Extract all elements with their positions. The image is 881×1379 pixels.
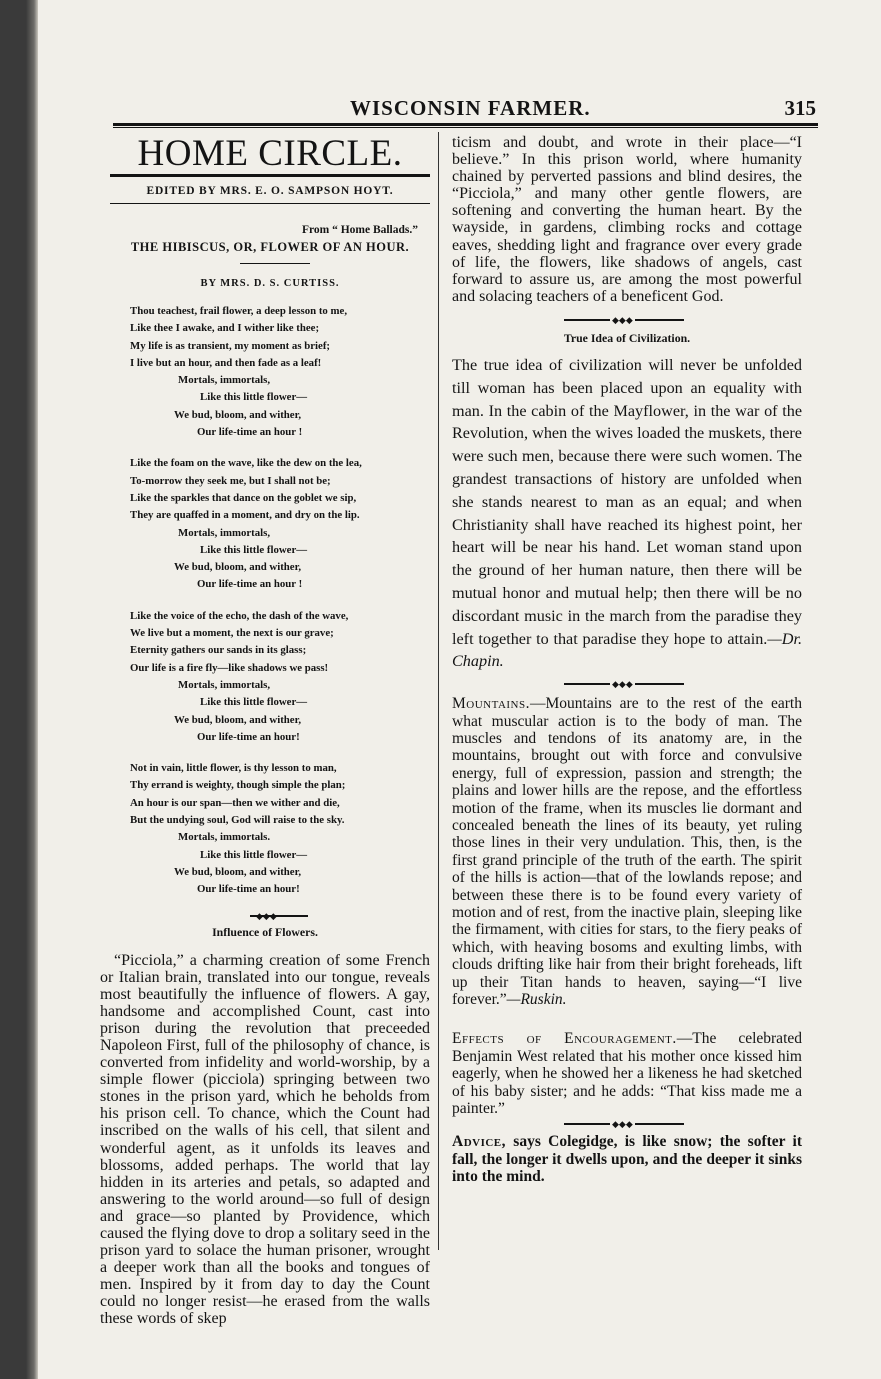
poem-line: I live but an hour, and then fade as a leaf! xyxy=(130,356,322,369)
poem-refrain: Mortals, immortals, xyxy=(178,374,271,387)
poem-line: Not in vain, little flower, is thy lesson to man, xyxy=(130,762,337,775)
poem-refrain: We bud, bloom, and wither, xyxy=(174,408,302,421)
article-lead: Mountains. xyxy=(452,695,530,713)
article-lead: Effects of Encouragement. xyxy=(452,1030,677,1048)
article-body: Advice, says Colegidge, is like snow; the softer it fall, the longer it dwells upon, and the deeper it sinks into the mind. xyxy=(452,1133,802,1186)
poem-line: We live but a moment, the next is our grave; xyxy=(130,627,334,640)
poem-refrain: We bud, bloom, and wither, xyxy=(174,561,302,574)
section-title: HOME CIRCLE. xyxy=(137,133,403,174)
poem-refrain: Our life-time an hour ! xyxy=(197,426,303,439)
article-lead: Advice, xyxy=(452,1133,507,1151)
poem-refrain: Mortals, immortals, xyxy=(178,526,271,539)
poem-line: Thy errand is weighty, though simple the plan; xyxy=(130,779,346,792)
poem-line: To-morrow they seek me, but I shall not be; xyxy=(130,474,331,487)
column-rule xyxy=(438,132,439,1250)
article-title: True Idea of Civilization. xyxy=(563,330,691,345)
running-header xyxy=(76,96,818,126)
poem-line: Like the sparkles that dance on the goblet we sip, xyxy=(130,491,357,504)
poem-line: They are quaffed in a moment, and dry on the lip. xyxy=(130,509,360,522)
article-body: “Picciola,” a charming creation of some French or Italian brain, translated into our tongue, reveals most beautifully the influence of flowers. A gay, handsome and accomplished Count, cast into prison during the revolution that preceeded Napoleon First, full of the philosophy of chance, is converted from infidelity and world-worship, by a simple flower (picciola) springing between two stones in the prison yard, which he beholds from his prison cell. To chance, which the Count had inscribed on the walls of his cell, that silent and wonderful agent, as it unfolds its leaves and blossoms, added perhaps. The world that lay hidden in its arteries and petals, so adapted and answering to the world around—so full of design and grace—so planted by Providence, which caused the flying dove to drop a solitary seed in the prison yard to solace the human prisoner, wrought a deeper work than all the books and tongues of men. Inspired by it from day to day the Count could no longer resist—he erased from the walls these words of skep xyxy=(100,951,430,1328)
attribution: —Ruskin. xyxy=(506,991,567,1008)
article-title: Influence of Flowers. xyxy=(212,924,318,939)
poem-author: BY MRS. D. S. CURTISS. xyxy=(200,278,340,289)
editor-rule xyxy=(110,203,430,204)
poem-line: Like thee I awake, and I wither like thee; xyxy=(130,322,320,335)
poem-line: Eternity gathers our sands in its glass; xyxy=(130,644,307,657)
poem-refrain: Our life-time an hour! xyxy=(197,730,300,743)
poem-refrain: Our life-time an hour! xyxy=(197,883,300,896)
poem-line: An hour is our span—then we wither and die, xyxy=(130,796,340,809)
journal-title: WISCONSIN FARMER. xyxy=(350,96,591,120)
ornament-divider: ◆◆◆ xyxy=(452,677,802,691)
poem-refrain: We bud, bloom, and wither, xyxy=(174,713,302,726)
poem-refrain: Like this little flower— xyxy=(200,696,308,709)
article-body: Effects of Encouragement.—The celebrated Benjamin West related that his mother once kissed him eagerly, when he showed her a likeness he had sketched of his baby sister; and he adds: “That kiss made me a painter.” xyxy=(452,1030,802,1118)
poem-refrain: Mortals, immortals. xyxy=(178,831,271,844)
poem-refrain: Like this little flower— xyxy=(200,848,308,861)
article-body: The true idea of civilization will never be unfolded till woman has been placed upon an equality with man. In the cabin of the Mayflower, in the war of the Revolution, when the wives loaded the muskets, there were such men, because there were such women. The grandest transactions of history are unfolded when she stands nearest to man as an equal; and when Christianity shall have reached its highest point, her heart will be near his hand. Let woman stand upon the ground of her human nature, then there will be mutual honor and mutual help; then there will be no discordant music in the march from the paradise they left together to that paradise they hope to attain.—Dr. Chapin. xyxy=(452,355,802,671)
page-number: 315 xyxy=(784,96,816,120)
poem-refrain: Mortals, immortals, xyxy=(178,678,271,691)
poem-line: Our life is a fire fly—like shadows we pass! xyxy=(130,661,329,674)
article-body: Mountains.—Mountains are to the rest of the earth what muscular action is to the body of man. The muscles and tendons of its anatomy are, in the mountains, brought out with force and convulsive energy, full of expression, passion and strength; the plains and lower hills are the repose, and the effortless motion of the frame, when its muscles lie dormant and concealed beneath the lines of its beauty, yet ruling those lines in their very undulation. This, then, is the first grand principle of the truth of the earth. The spirit of the hills is action—that of the lowlands repose; and between these there is to be found every variety of motion and of rest, from the inactive plain, sleeping like the firmament, with cities for stars, to the fiery peaks of which, with heaving bosoms and exulting limbs, with clouds drifting like hair from their bright foreheads, lift up their Titan hands to heaven, saying—“I live forever.”—Ruskin. xyxy=(452,695,802,1008)
poem-line: My life is as transient, my moment as brief; xyxy=(130,339,331,352)
poem-stanza xyxy=(100,303,430,441)
section-editor: EDITED BY MRS. E. O. SAMPSON HOYT. xyxy=(146,185,394,197)
ornament-divider: ◆◆◆ xyxy=(452,313,802,327)
poem-rule xyxy=(240,263,310,264)
header-rule xyxy=(113,123,818,126)
poem-refrain: Our life-time an hour ! xyxy=(197,578,303,591)
ornament-divider: ◆◆◆ xyxy=(452,1117,802,1131)
poem-title: THE HIBISCUS, OR, FLOWER OF AN HOUR. xyxy=(130,240,410,254)
ornament-divider: ◆◆◆ xyxy=(100,909,430,923)
poem-source: From “ Home Ballads.” xyxy=(301,224,418,236)
poem-line: Like the foam on the wave, like the dew on the lea, xyxy=(130,457,362,470)
article-continuation: ticism and doubt, and wrote in their place—“I believe.” In this prison world, where humanity chained by perverted passions and blind desires, the “Picciola,” and many other gentle flowers, are softening and converting the human heart. By the wayside, in gardens, climbing rocks and cottage eaves, shedding light and fragrance over every grade of life, the flowers, like shadows of angels, cast forward to assure us, are among the most powerful and solacing teachers of a beneficent God. xyxy=(452,134,802,305)
left-column xyxy=(100,134,430,1328)
page-edge-shadow xyxy=(0,0,38,1379)
right-column xyxy=(452,134,802,1186)
poem-line: Thou teachest, frail flower, a deep lesson to me, xyxy=(130,305,348,317)
poem-stanza xyxy=(100,455,430,593)
section-rule xyxy=(110,174,430,177)
attribution: —Dr. Chapin. xyxy=(452,629,802,671)
header-rule-thin xyxy=(113,127,818,128)
poem-refrain: Like this little flower— xyxy=(200,543,308,556)
poem-stanza xyxy=(100,608,430,746)
poem-refrain: We bud, bloom, and wither, xyxy=(174,865,302,878)
poem-refrain: Like this little flower— xyxy=(200,391,308,404)
poem-line: But the undying soul, God will raise to the sky. xyxy=(130,814,345,827)
poem-line: Like the voice of the echo, the dash of the wave, xyxy=(130,609,349,622)
poem-stanza xyxy=(100,760,430,898)
